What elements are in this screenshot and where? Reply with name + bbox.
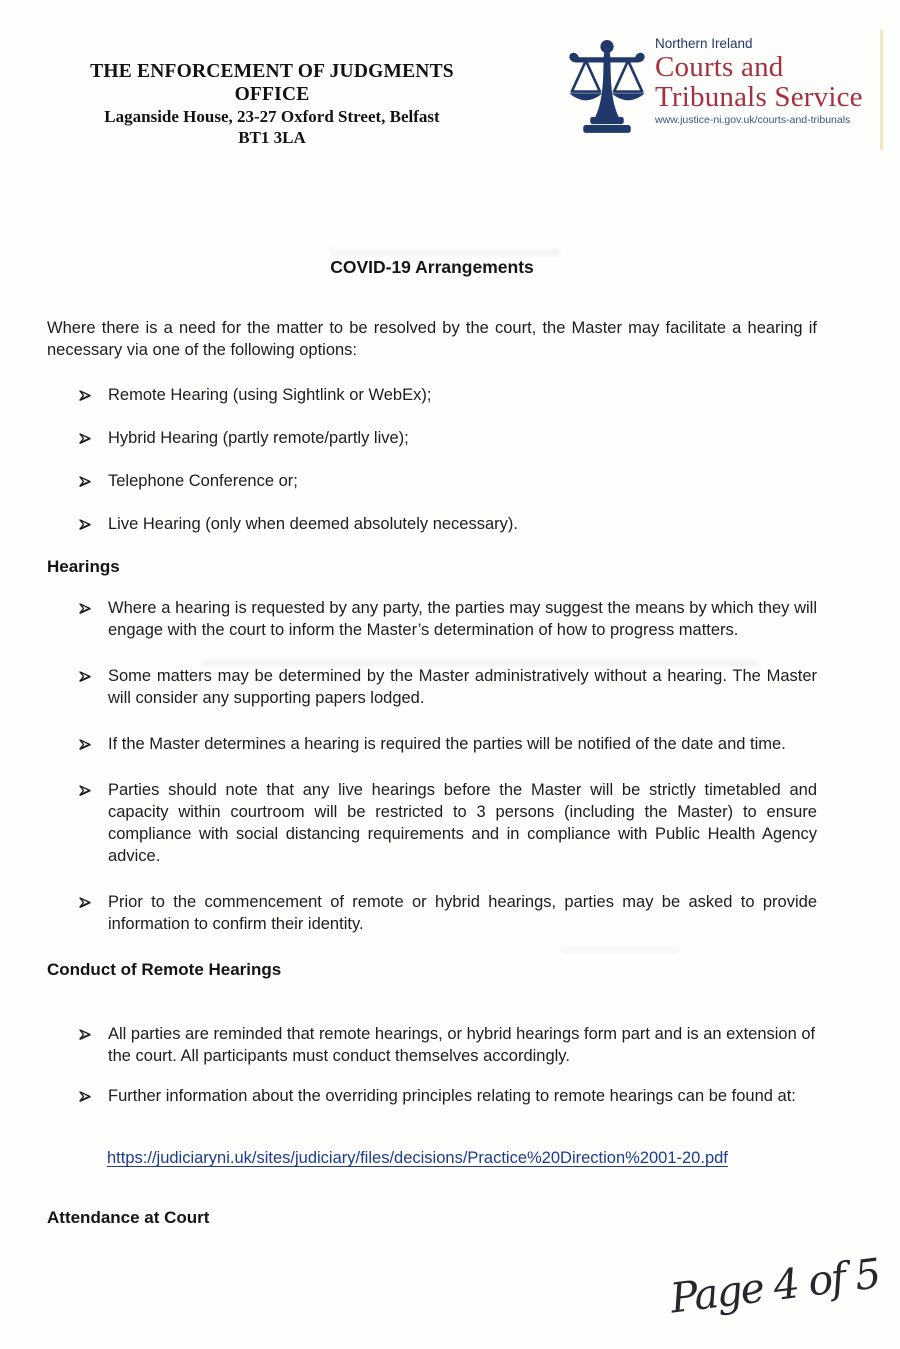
- list-item-text: All parties are reminded that remote hearings, or hybrid hearings form part and is an extension of the court. All participants must conduct themselves accordingly.: [108, 1025, 816, 1065]
- list-item-text: Some matters may be determined by the Master administratively without a hearing. The Master will consider any supporting papers lodged.: [108, 667, 817, 707]
- list-item-text: Where a hearing is requested by any party, the parties may suggest the means by which they will engage with the court to inform the Master’s determination of how to progress matters.: [108, 599, 817, 639]
- list-item-text: Parties should note that any live hearings before the Master will be strictly timetabled and capacity within courtroom will be restricted to 3 persons (including the Master) to ensure compliance with social distancing requirements and in compliance with Public Health Agency advice.: [108, 781, 817, 865]
- arrow-bullet-icon: [78, 896, 92, 909]
- arrow-bullet-icon: [78, 1090, 92, 1103]
- list-item: [47, 779, 817, 867]
- office-letterhead: [62, 60, 482, 148]
- list-item: [47, 427, 817, 449]
- svg-text:Page 4 of 5: Page 4 of 5: [667, 1249, 882, 1323]
- list-item-text: Prior to the commencement of remote or hybrid hearings, parties may be asked to provide information to confirm their identity.: [108, 893, 817, 933]
- list-item: [47, 597, 817, 641]
- list-item-text: Further information about the overriding principles relating to remote hearings can be found at:: [108, 1087, 796, 1105]
- list-item-text: Live Hearing (only when deemed absolutely necessary).: [108, 515, 518, 533]
- nicts-logo-text: [655, 32, 863, 127]
- list-item: [47, 665, 817, 709]
- office-postcode: BT1 3LA: [238, 128, 306, 147]
- scan-smudge: [200, 660, 760, 666]
- list-item-text: Remote Hearing (using Sightlink or WebEx);: [108, 386, 432, 404]
- hearings-list: [47, 597, 817, 935]
- nicts-logo: [563, 32, 885, 143]
- list-item-text: If the Master determines a hearing is required the parties will be notified of the date and time.: [108, 735, 786, 753]
- attendance-section-heading: Attendance at Court: [47, 1208, 210, 1227]
- list-item: [47, 891, 817, 935]
- scales-of-justice-icon: [563, 38, 651, 143]
- conduct-list: [47, 1023, 817, 1107]
- scan-smudge: [560, 948, 680, 953]
- list-item: [47, 470, 817, 492]
- logo-website-url: www.justice-ni.gov.uk/courts-and-tribunals: [655, 114, 851, 126]
- arrow-bullet-icon: [78, 738, 92, 751]
- arrow-bullet-icon: [78, 1028, 92, 1041]
- list-item: [47, 1085, 817, 1107]
- scan-smudge: [330, 250, 560, 255]
- office-title: THE ENFORCEMENT OF JUDGMENTS OFFICE: [90, 61, 454, 105]
- arrow-bullet-icon: [78, 475, 92, 488]
- document-body: [47, 317, 817, 1229]
- list-item: [47, 384, 817, 406]
- logo-region-label: Northern Ireland: [655, 36, 753, 51]
- handwritten-page-number: [662, 1238, 887, 1338]
- intro-paragraph: Where there is a need for the matter to be resolved by the court, the Master may facilitate a hearing if necessary via one of the following options:: [47, 319, 817, 359]
- arrow-bullet-icon: [78, 602, 92, 615]
- list-item: [47, 733, 817, 755]
- scan-edge-artifact: [880, 30, 883, 150]
- arrow-bullet-icon: [78, 670, 92, 683]
- practice-direction-link[interactable]: https://judiciaryni.uk/sites/judiciary/files/decisions/Practice%20Direction%2001-20.pdf: [107, 1149, 728, 1167]
- arrow-bullet-icon: [78, 389, 92, 402]
- conduct-section-heading: Conduct of Remote Hearings: [47, 960, 282, 979]
- hearings-section-heading: Hearings: [47, 557, 120, 576]
- list-item: [47, 513, 817, 535]
- hearing-options-list: [47, 384, 817, 535]
- list-item-text: Hybrid Hearing (partly remote/partly live);: [108, 429, 409, 447]
- office-address: Laganside House, 23-27 Oxford Street, Belfast: [104, 107, 440, 126]
- arrow-bullet-icon: [78, 518, 92, 531]
- list-item-text: Telephone Conference or;: [108, 472, 298, 490]
- logo-name-line2: Tribunals Service: [655, 81, 863, 113]
- arrow-bullet-icon: [78, 784, 92, 797]
- list-item: [47, 1023, 817, 1067]
- arrow-bullet-icon: [78, 432, 92, 445]
- logo-name-line1: Courts and: [655, 51, 784, 83]
- document-title: COVID-19 Arrangements: [330, 257, 534, 277]
